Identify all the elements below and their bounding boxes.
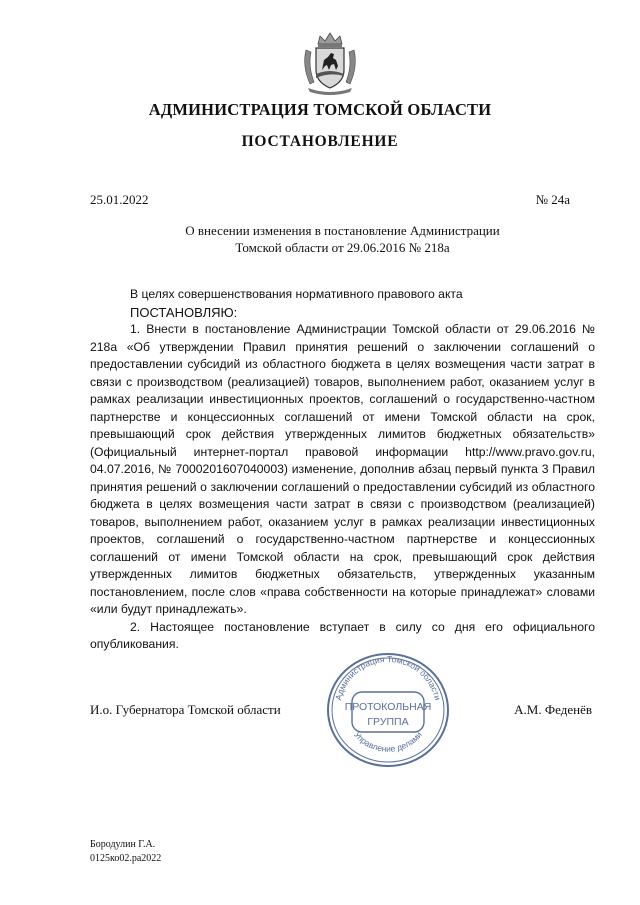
executor-name: Бородулин Г.А. (90, 839, 156, 850)
signatory-name: А.М. Феденёв (514, 702, 592, 717)
document-date: 25.01.2022 (90, 192, 149, 207)
document-type-heading: ПОСТАНОВЛЕНИЕ (241, 133, 399, 150)
stamp-center-line-1: ПРОТОКОЛЬНАЯ (344, 701, 432, 713)
decree-word: ПОСТАНОВЛЯЮ: (130, 304, 238, 320)
executor-info (90, 838, 161, 866)
organization-title: АДМИНИСТРАЦИЯ ТОМСКОЙ ОБЛАСТИ (148, 100, 492, 119)
purpose-paragraph: В целях совершенствования нормативного правового акта (130, 287, 463, 301)
official-stamp (322, 648, 454, 772)
executor-code: 0125ко02.ра2022 (90, 853, 162, 864)
document-number: № 24а (535, 192, 570, 207)
item-1-paragraph: 1. Внести в постановление Администрации Томской области от 29.06.2016 № 218а «Об утверждении Правил принятия решений о заключении соглашений о предоставлении субсидий из областного бюджета в целях возмещения части затрат в связи с производством (реализацией) товаров, выполнением работ, оказанием услуг в рамках реализации инвестиционных проектов, соглашений о государственно-частном партнерстве и концессионных соглашений от имени Томской области на срок, превышающий срок действия утвержденных лимитов бюджетных обязательств» (Официальный интернет-портал правовой информации http://www.pravo.gov.ru, 04.07.2016, № 7000201607040003) изменение, дополнив абзац первый пункта 3 Правил принятия решений о заключении соглашений о предоставлении субсидий из областного бюджета в целях возмещения части затрат в связи с производством (реализацией) товаров, выполнением работ, оказанием услуг в рамках реализации инвестиционных проектов, соглашений о государственно-частном партнерстве и концессионных соглашений от имени Томской области на срок, превышающий срок действия утвержденных лимитов бюджетных обязательств, утвержденных указанным постановлением, после слов «права собственности на которые принадлежат» словами «или будут принадлежать». (90, 322, 595, 616)
subject-line-1: О внесении изменения в постановление Администрации (185, 223, 500, 238)
svg-text:Управление делами (352, 729, 424, 753)
svg-text:Администрация Томской области (333, 654, 443, 701)
signatory-role: И.о. Губернатора Томской области (90, 702, 281, 717)
subject-line-2: Томской области от 29.06.2016 № 218а (235, 240, 450, 255)
stamp-ring-bottom: Управление делами (352, 729, 424, 754)
tomsk-coat-of-arms-icon (298, 30, 362, 96)
stamp-ring-top: Администрация Томской области (333, 653, 443, 702)
stamp-center-line-2: ГРУППА (367, 716, 409, 728)
item-2-paragraph: 2. Настоящее постановление вступает в силу со дня его официального опубликования. (90, 619, 595, 651)
document-subject (90, 222, 595, 256)
document-body (90, 286, 595, 654)
